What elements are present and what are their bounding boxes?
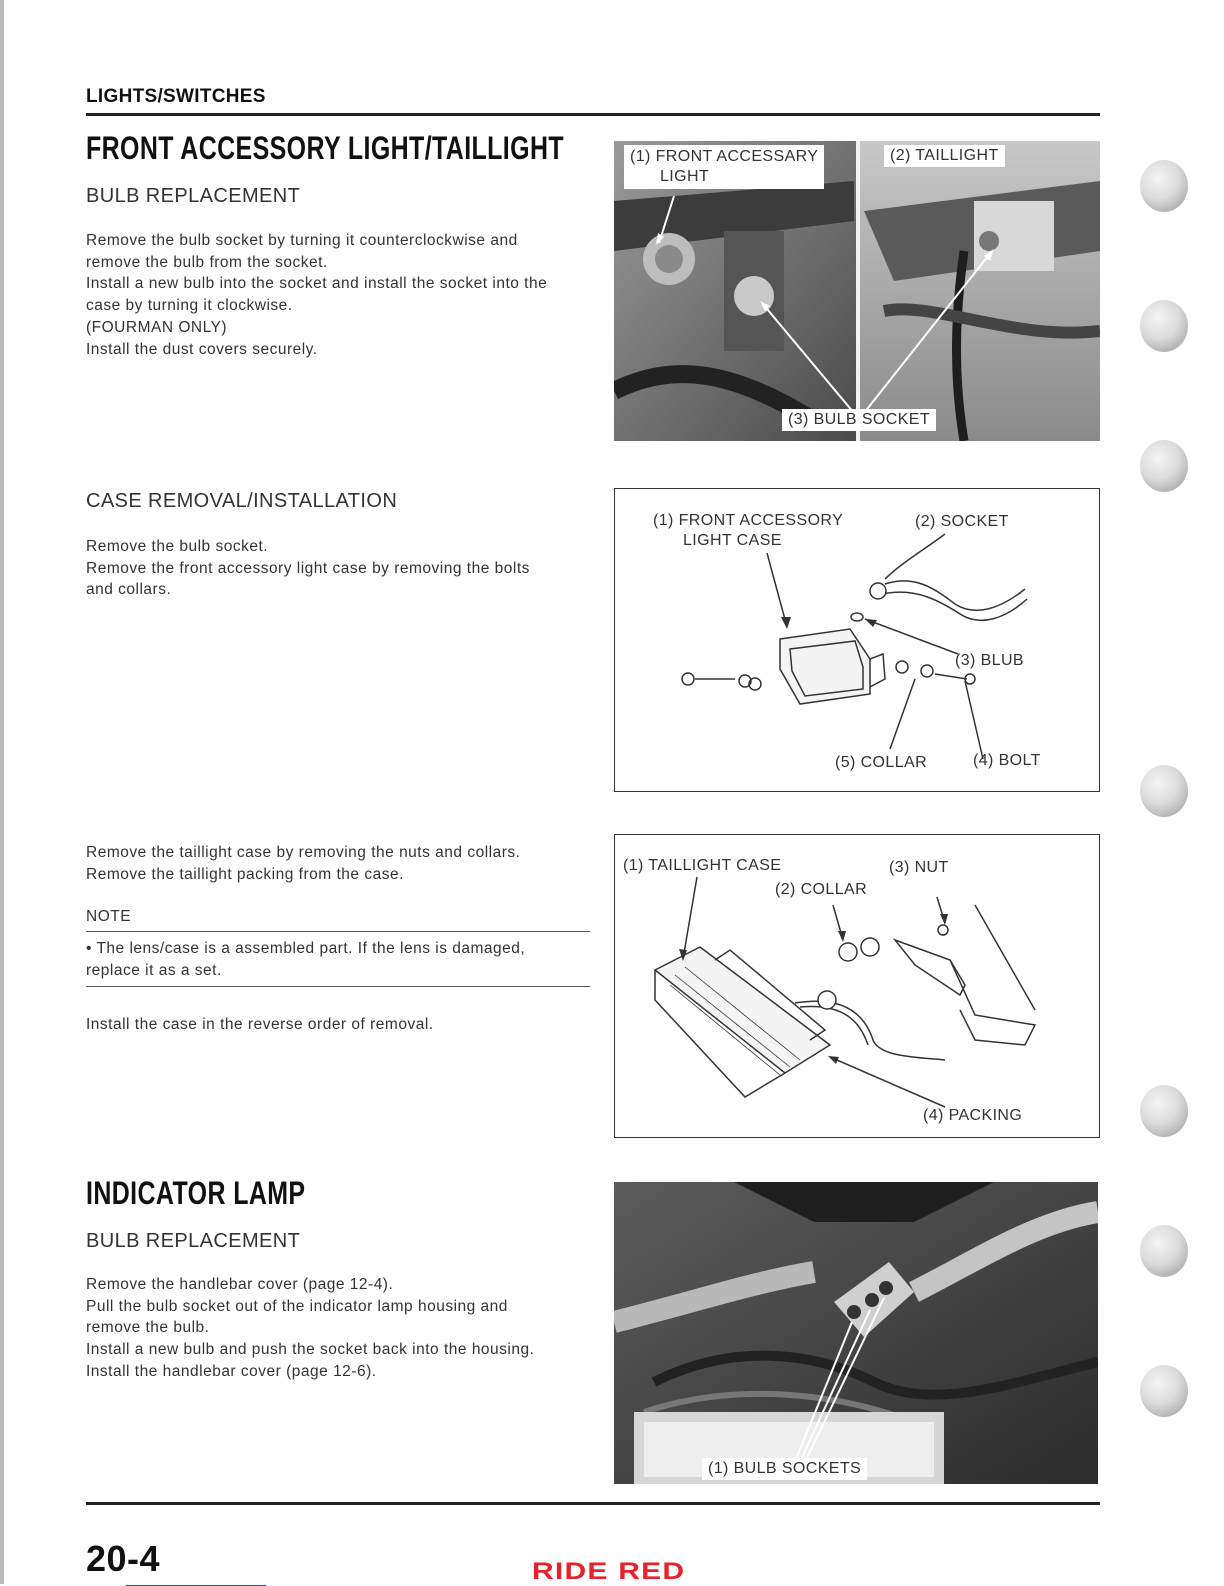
text-line: Remove the bulb socket.	[86, 538, 269, 555]
section-title-indicator: INDICATOR LAMP	[86, 1175, 306, 1211]
bulb-instructions	[86, 230, 547, 360]
diagram-front-accessory-light-case	[614, 488, 1100, 792]
text-line: case by turning it clockwise.	[86, 297, 293, 315]
text-line: Install the dust covers securely.	[86, 340, 318, 358]
diagram1-label-blub: (3) BLUB	[955, 652, 1024, 669]
text-line: • The lens/case is a assembled part. If the lens is damaged,	[86, 940, 526, 957]
binder-hole	[1140, 1365, 1188, 1417]
diagram-taillight-case	[614, 834, 1100, 1138]
binder-hole	[1140, 1085, 1188, 1137]
install-text: Install the case in the reverse order of removal.	[86, 1016, 434, 1033]
diagram2-label-nut: (3) NUT	[889, 859, 949, 876]
binder-hole	[1140, 160, 1188, 212]
photo-front-accessory-taillight	[614, 141, 1100, 441]
text-line: Install the handlebar cover (page 12-6).	[86, 1362, 377, 1380]
text-line: Remove the handlebar cover (page 12-4).	[86, 1276, 394, 1293]
header-rule	[86, 113, 1100, 116]
text-line: Remove the taillight packing from the case.	[86, 865, 404, 883]
text-line: Remove the front accessory light case by removing the bolts	[86, 559, 530, 577]
text-line: replace it as a set.	[86, 961, 222, 979]
subheading-bulb-replacement: BULB REPLACEMENT	[86, 185, 301, 207]
photo-illustration	[614, 1182, 1098, 1484]
photo-indicator-bulb-sockets	[614, 1182, 1098, 1484]
text-line: Pull the bulb socket out of the indicator lamp housing and	[86, 1297, 508, 1315]
binder-hole	[1140, 300, 1188, 352]
footer-brand-logo: RIDE RED	[532, 1558, 686, 1585]
text-line: Install a new bulb into the socket and install the socket into the	[86, 275, 548, 293]
footer-rule	[86, 1502, 1100, 1505]
case-instructions	[86, 536, 530, 601]
text-line: and collars.	[86, 581, 172, 599]
diagram2-label-taillight-case: (1) TAILLIGHT CASE	[623, 857, 782, 874]
diagram1-label-front-accessory-case: (1) FRONT ACCESSORY LIGHT CASE	[653, 512, 844, 549]
note-heading: NOTE	[86, 908, 132, 925]
text-line: (FOURMAN ONLY)	[86, 318, 228, 336]
text-line: remove the bulb from the socket.	[86, 253, 328, 271]
binder-hole	[1140, 765, 1188, 817]
photo1-label-bulb-socket: (3) BULB SOCKET	[782, 409, 936, 431]
diagram1-label-bolt: (4) BOLT	[973, 752, 1041, 769]
diagram1-label-socket: (2) SOCKET	[915, 513, 1009, 530]
text-line: remove the bulb.	[86, 1319, 210, 1337]
subheading-case-removal: CASE REMOVAL/INSTALLATION	[86, 490, 398, 512]
note-rule-bottom	[86, 986, 590, 987]
photo2-label-bulb-sockets: (1) BULB SOCKETS	[702, 1458, 867, 1480]
diagram2-label-packing: (4) PACKING	[923, 1107, 1023, 1124]
photo1-label-taillight: (2) TAILLIGHT	[884, 145, 1005, 167]
subheading-indicator-bulb: BULB REPLACEMENT	[86, 1230, 301, 1252]
page-number: 20-4	[86, 1538, 161, 1579]
text-line: Install a new bulb and push the socket back into the housing.	[86, 1341, 535, 1359]
text-line: Remove the bulb socket by turning it counterclockwise and	[86, 232, 518, 249]
taillight-instructions	[86, 842, 520, 885]
binder-hole	[1140, 1225, 1188, 1277]
text-line: Remove the taillight case by removing the nuts and collars.	[86, 844, 521, 861]
diagram2-label-collar: (2) COLLAR	[775, 881, 868, 898]
photo1-label-front-accessary: (1) FRONT ACCESSARY LIGHT	[624, 145, 824, 189]
section-title-front: FRONT ACCESSORY LIGHT/TAILLIGHT	[86, 130, 564, 166]
section-header: LIGHTS/SWITCHES	[86, 86, 266, 107]
indicator-instructions	[86, 1274, 534, 1383]
binder-hole	[1140, 440, 1188, 492]
diagram1-label-collar: (5) COLLAR	[835, 754, 928, 771]
note-body	[86, 938, 525, 981]
note-rule-top	[86, 931, 590, 932]
page-edge	[0, 0, 4, 1584]
